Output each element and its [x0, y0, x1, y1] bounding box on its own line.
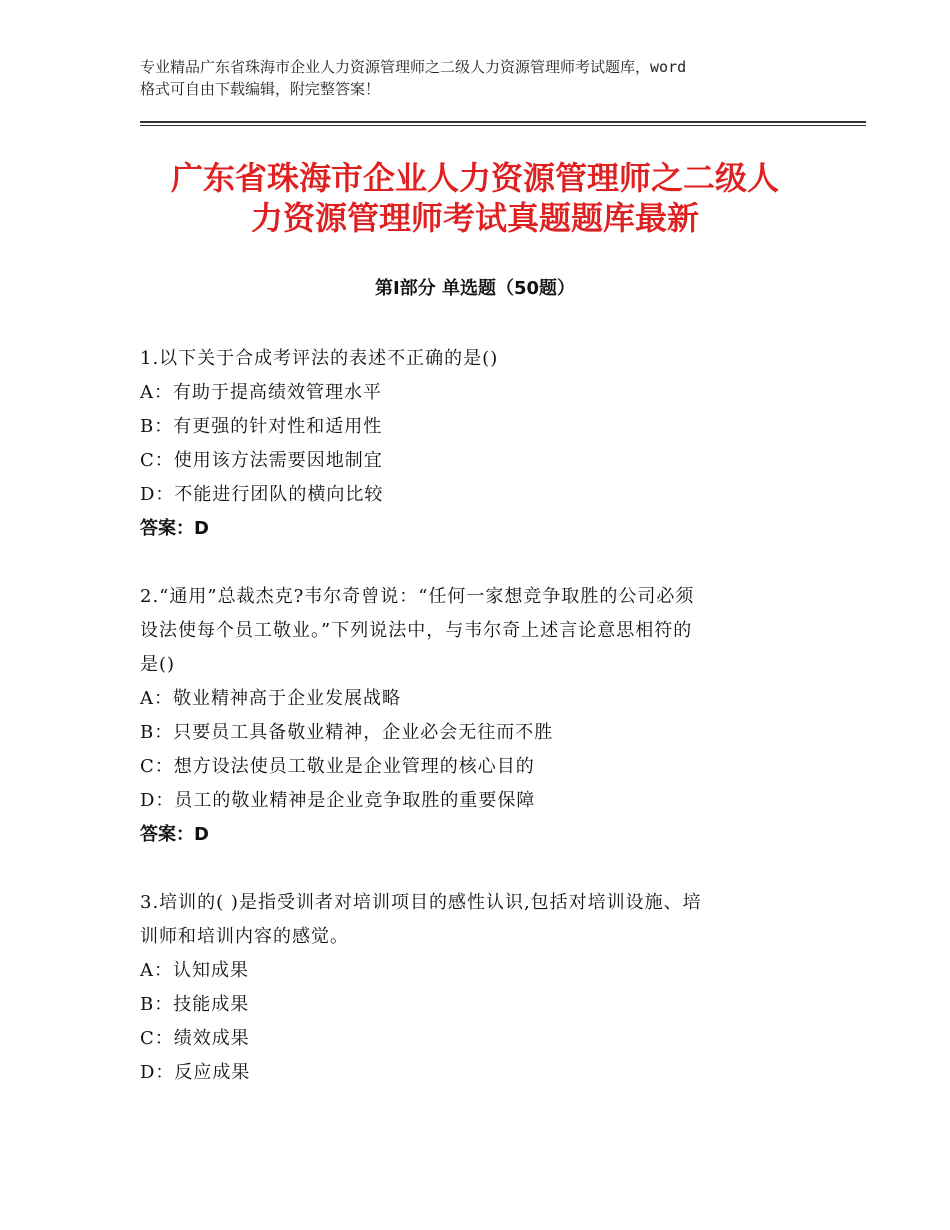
question-stem: 是() [140, 654, 176, 675]
answer-label: 答案：D [140, 518, 209, 539]
option-d: D：员工的敬业精神是企业竞争取胜的重要保障 [140, 790, 536, 811]
header-divider-thin [140, 125, 866, 126]
option-a: A：敬业精神高于企业发展战略 [140, 688, 401, 709]
question-stem: 设法使每个员工敬业。”下列说法中，与韦尔奇上述言论意思相符的 [140, 620, 693, 641]
document-title-line: 广东省珠海市企业人力资源管理师之二级人 [170, 159, 779, 197]
header-note-line: 格式可自由下载编辑，附完整答案！ [140, 80, 381, 98]
question-stem: 1.以下关于合成考评法的表述不正确的是() [140, 348, 499, 369]
header-divider-thick [140, 121, 866, 123]
answer-label: 答案：D [140, 824, 209, 845]
option-b: B：技能成果 [140, 994, 250, 1015]
option-a: A：认知成果 [140, 960, 249, 981]
option-c: C：绩效成果 [140, 1028, 250, 1049]
question-stem: 2.“通用”总裁杰克?韦尔奇曾说：“任何一家想竞争取胜的公司必须 [140, 586, 695, 607]
option-b: B：有更强的针对性和适用性 [140, 416, 383, 437]
option-d: D：反应成果 [140, 1062, 251, 1083]
option-a: A：有助于提高绩效管理水平 [140, 382, 382, 403]
question-3 [140, 886, 815, 1090]
header-note [140, 56, 820, 100]
question-2 [140, 580, 815, 852]
question-stem: 训师和培训内容的感觉。 [140, 926, 349, 947]
document-title [130, 158, 820, 238]
option-c: C：想方设法使员工敬业是企业管理的核心目的 [140, 756, 535, 777]
question-stem: 3.培训的( )是指受训者对培训项目的感性认识,包括对培训设施、培 [140, 892, 702, 913]
document-title-line: 力资源管理师考试真题题库最新 [250, 199, 699, 237]
header-note-line: 专业精品广东省珠海市企业人力资源管理师之二级人力资源管理师考试题库，word [140, 58, 687, 76]
section-title: 第Ⅰ部分 单选题（50题） [374, 278, 575, 299]
option-d: D：不能进行团队的横向比较 [140, 484, 384, 505]
option-b: B：只要员工具备敬业精神，企业必会无往而不胜 [140, 722, 554, 743]
question-list [140, 342, 815, 1124]
question-1 [140, 342, 815, 546]
option-c: C：使用该方法需要因地制宜 [140, 450, 383, 471]
